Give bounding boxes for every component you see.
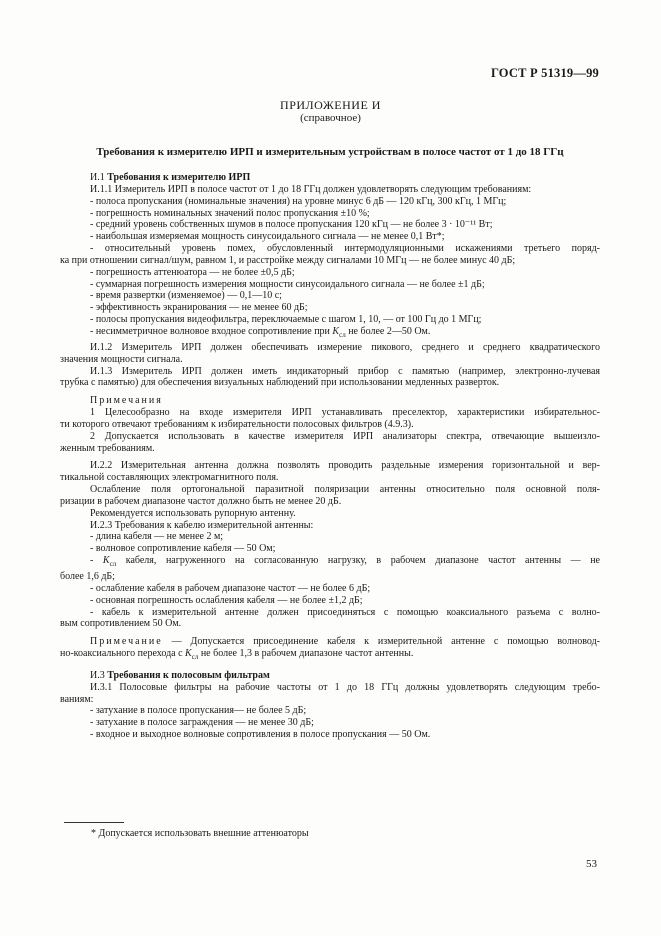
- list-item: - входное и выходное волновые сопротивления в полосе пропускания — 50 Ом.: [90, 729, 431, 741]
- paragraph: И.3.1 Полосовые фильтры на рабочие частоты от 1 до 18 ГГц должны удовлетворять следующим требо-: [90, 681, 600, 693]
- list-item: - основная погрешность ослабления кабеля — не более ±1,2 дБ;: [90, 594, 363, 606]
- list-item: - полосы пропускания видеофильтра, переключаемые с шагом 1, 10, — от 100 Гц до 1 МГц;: [90, 314, 482, 326]
- list-item: - длина кабеля — не менее 2 м;: [90, 531, 224, 543]
- paragraph: И.2.3 Требования к кабелю измерительной антенны:: [90, 519, 314, 531]
- list-item: - суммарная погрешность измерения мощности синусоидального сигнала — не более ±1 дБ;: [90, 278, 485, 290]
- list-item: - полоса пропускания (номинальные значения) на уровне минус 6 дБ — 120 кГц, 300 кГц, 1 МГц;: [90, 195, 507, 207]
- list-item-continued: вым сопротивлением 50 Ом.: [60, 618, 182, 630]
- section-title-3: И.3 Требования к полосовым фильтрам: [90, 669, 270, 681]
- list-item: - $K_{сл}$ кабеля, нагруженного на согласованную нагрузку, в рабочем диапазоне частот антенны — не: [90, 555, 600, 569]
- list-item: - затухание в полосе пропускания— не более 5 дБ;: [90, 705, 307, 717]
- paragraph-continued: значения мощности сигнала.: [60, 353, 183, 365]
- standard-number: ГОСТ Р 51319—99: [490, 66, 599, 80]
- footnote: * Допускается использовать внешние аттенюаторы: [91, 828, 309, 839]
- paragraph: И.1.1 Измеритель ИРП в полосе частот от 1 до 18 ГГц должен удовлетворять следующим требованиям:: [90, 183, 532, 195]
- paragraph: Рекомендуется использовать рупорную антенну.: [90, 507, 296, 519]
- note-continued: но-коаксиального перехода с $K_{сл}$ не более 1,3 в рабочем диапазоне частот антенны.: [60, 648, 414, 662]
- note: 2 Допускается использовать в качестве измерителя ИРП анализаторы спектра, отвечающие вышеизло-: [90, 430, 600, 442]
- page-number: 53: [586, 858, 597, 870]
- list-item: - кабель к измерительной антенне должен присоединяться с помощью коаксиального разъема с волно-: [90, 606, 600, 618]
- list-item: - наибольшая измеряемая мощность синусоидального сигнала — не менее 0,1 Вт*;: [90, 231, 445, 243]
- list-item: - ослабление кабеля в рабочем диапазоне частот — не более 6 дБ;: [90, 582, 371, 594]
- notes-label: Примечания: [90, 395, 163, 407]
- list-item: - время развертки (изменяемое) — 0,1—10 с;: [90, 290, 282, 302]
- footnote-divider: [64, 822, 124, 823]
- paragraph-continued: тикальной составляющих электромагнитного поля.: [60, 472, 279, 484]
- section-heading: Требования к измерителю ИРП и измерительным устройствам в полосе частот от 1 до 18 ГГц: [96, 146, 564, 158]
- note-continued: ти которого отвечают требованиям к избирательности полосовых фильтров (4.9.3).: [60, 418, 414, 430]
- list-item: - погрешность номинальных значений полос пропускания ±10 %;: [90, 207, 370, 219]
- document-body: [60, 172, 600, 741]
- appendix-subtitle: (справочное): [300, 112, 361, 124]
- list-item: - затухание в полосе заграждения — не менее 30 дБ;: [90, 717, 314, 729]
- paragraph: И.2.2 Измерительная антенна должна позволять проводить раздельные измерения горизонтальной и вер-: [90, 460, 600, 472]
- paragraph: И.1.3 Измеритель ИРП должен иметь индикаторный прибор с памятью (например, электронно-лучевая: [90, 365, 600, 377]
- paragraph: Ослабление поля ортогональной паразитной поляризации антенны относительно поля основной поля-: [90, 484, 600, 496]
- paragraph-continued: ризации в рабочем диапазоне частот должно быть не менее 20 дБ.: [60, 495, 342, 507]
- paragraph-continued: трубка с памятью) для обеспечения визуальных наблюдений при использовании медленных разверток.: [60, 377, 500, 389]
- appendix-title: ПРИЛОЖЕНИЕ И: [280, 98, 381, 112]
- list-item: - эффективность экранирования — не менее 60 дБ;: [90, 302, 308, 314]
- paragraph: И.1.2 Измеритель ИРП должен обеспечивать измерение пикового, среднего и среднего квадратического: [90, 341, 600, 353]
- list-item: - погрешность аттенюатора — не более ±0,5 дБ;: [90, 266, 295, 278]
- list-item: - волновое сопротивление кабеля — 50 Ом;: [90, 543, 276, 555]
- list-item-continued: более 1,6 дБ;: [60, 571, 115, 582]
- section-title-1: И.1 Требования к измерителю ИРП: [90, 172, 251, 183]
- list-item-continued: ка при отношении сигнал/шум, равном 1, и расстройке между сигналами 10 МГц — не более минус 40 дБ;: [60, 254, 516, 266]
- list-item: - средний уровень собственных шумов в полосе пропускания 120 кГц — не более 3 · 10⁻¹¹ Вт;: [90, 219, 493, 231]
- list-item: - относительный уровень помех, обусловленный интермодуляционными искажениями третьего поряд-: [90, 243, 600, 255]
- note: 1 Целесообразно на входе измерителя ИРП устанавливать преселектор, характеристики избирательнос-: [90, 407, 600, 419]
- paragraph-continued: ваниям:: [60, 693, 94, 705]
- list-item: - несимметричное волновое входное сопротивление при $K_{сл}$ не более 2—50 Ом.: [90, 325, 431, 339]
- note: Примечание — Допускается присоединение кабеля к измерительной антенне с помощью волновод-: [90, 636, 600, 648]
- note-continued: женным требованиям.: [60, 442, 155, 454]
